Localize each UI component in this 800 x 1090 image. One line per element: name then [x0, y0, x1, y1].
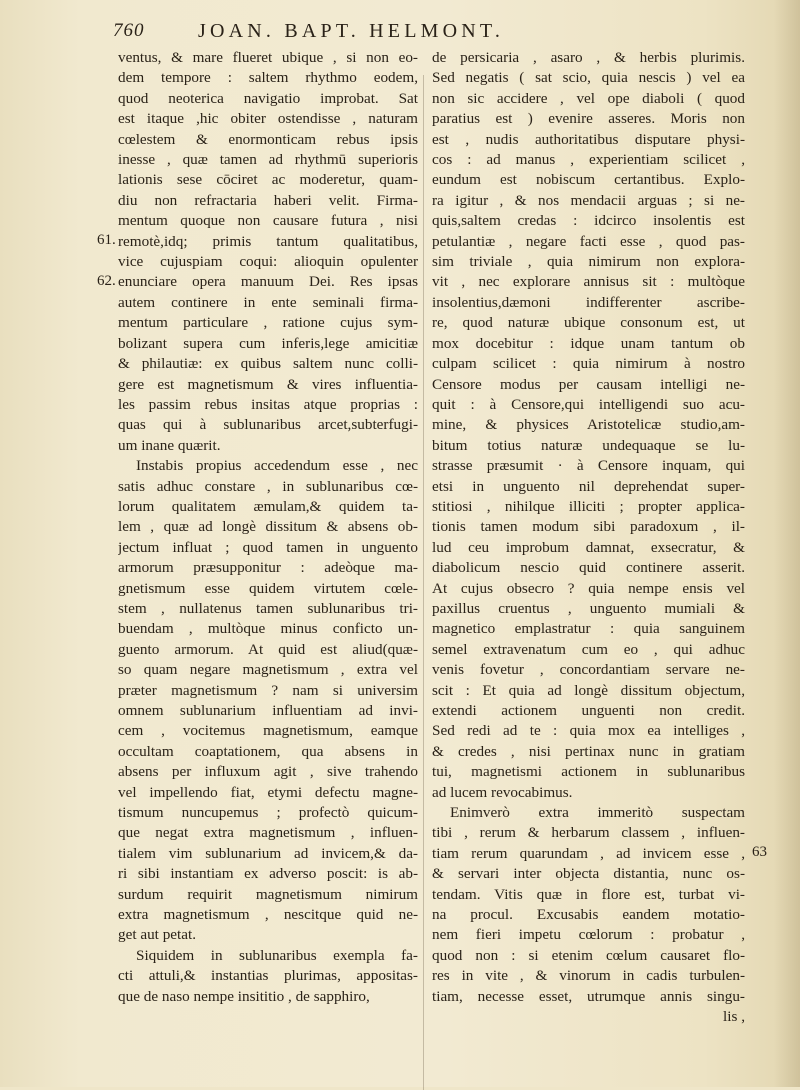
text-line: surdum requirit magnetismum nimirum [118, 885, 418, 903]
text-line: At cujus obsecro ? quia nempe ensis vel [432, 579, 745, 597]
text-line: buendam , multòque minus confictо un- [118, 620, 418, 638]
text-line: cos : ad manus , experientiam scilicet , [432, 151, 745, 169]
text-line: na procul. Excusabis eandem motatio- [432, 906, 745, 924]
text-line: ra igitur , & nos mendacii arguas ; si ne- [432, 191, 745, 209]
text-line: bolizant supera cum inferis,lege amicitiæ [118, 334, 418, 352]
text-line: les passim rebus insitas atque proprias : [118, 395, 418, 413]
text-line: Censore modus per causam intelligi ne- [432, 375, 745, 393]
page-edge-shadow [774, 0, 800, 1087]
text-line: & servari inter objecta distantia, nunc os- [432, 865, 745, 883]
text-line: etsi in unguento nil deprehendat super- [432, 477, 745, 495]
text-line: ri sibi instantiam ex adverso poscit: is ab- [118, 865, 418, 883]
text-line: diabolicum nescio quid continere asserit. [432, 559, 745, 577]
text-line: que negat extra magnetismum , influen- [118, 824, 418, 842]
text-line: culpam scilicet : quia nimirum à nostro [432, 355, 745, 373]
text-line: strasse præsumit · à Censore inquam, qui [432, 457, 745, 475]
text-line: mentum quoque non causare futura , nisi [118, 212, 418, 230]
text-line: lis , [723, 1008, 745, 1026]
text-line: tibi , rerum & herbarum classem , influen- [432, 824, 745, 842]
text-line: tendam. Vitis quæ in flore est, turbat vi- [432, 885, 745, 903]
text-line: lud ceu improbum damnat, exsecratur, & [432, 538, 745, 556]
text-line: cti attuli,& instantias plurimas, appositas- [118, 967, 418, 985]
text-line: & philautiæ: ex quibus saltem nunc colli- [118, 355, 418, 373]
text-line: ad lucem revocabimus. [432, 783, 573, 801]
text-line: non sic accidere , vel ope diaboli ( quod [432, 89, 745, 107]
text-line: mentum particulare , ratione cujus sym- [118, 314, 418, 332]
text-line: dem tempore : saltem rhythmo eodem, [118, 69, 418, 87]
text-line: scit : Et quia ad longè dissitum objectum, [432, 681, 745, 699]
text-line: Sed negatis ( sat scio, quia nescis ) vel ea [432, 69, 745, 87]
text-line: bitum totius naturæ undequaque se lu- [432, 436, 745, 454]
text-line: paxillus cruentus , unguento mumiali & [432, 599, 745, 617]
text-line: quas qui à sublunaribus arcet,subterfugi- [118, 416, 418, 434]
text-line: omnem sublunarium influentiam ad invi- [118, 702, 418, 719]
text-line: de persicaria , asaro , & herbis plurimis. [432, 49, 745, 66]
margin-note-62: 62. [97, 273, 116, 289]
text-line: diu non refractaria haberi velit. Firma- [118, 191, 418, 209]
text-line: cem , vocitemus magnetismum, eamque [118, 722, 418, 740]
text-line: jectum influat ; quod tamen in unguento [118, 538, 418, 556]
text-line: nem fieri impetu cœlorum : probatur , [432, 926, 745, 944]
text-line: gere est magnetismum & vires influentia- [118, 375, 418, 393]
text-line: magnetico emplastratur : quia sanguinem [432, 620, 745, 638]
text-line: vit , nec explorare annisus sit : multòque [432, 273, 745, 291]
text-line: tiam rerum quarundam , ad invicem esse , [432, 844, 745, 862]
text-line: get aut petat. [118, 926, 197, 944]
text-line: lem , quæ ad longè dissitum & absens ob- [118, 518, 418, 536]
text-line: Instabis propius accedendum esse , nec [136, 457, 418, 475]
text-line: semel extravenatum cum eo , qui adhuc [432, 640, 745, 658]
text-line: quod non : si etenim cœlum causaret flo- [432, 946, 745, 964]
page-number: 760 [113, 20, 145, 41]
text-line: stitiosi , nihilque illiciti ; propter applica- [432, 497, 745, 515]
text-line: paratius est ) evenire asseres. Moris non [432, 110, 745, 128]
left-text-column [118, 48, 418, 1007]
text-line: armorum præsupponitur : adeòque ma- [118, 559, 418, 577]
text-line: inesse , quæ tamen ad rhythmū superioris [118, 151, 418, 169]
text-line: autem continere in ente seminali firma- [118, 293, 418, 311]
running-title: JOAN. BAPT. HELMONT. [198, 20, 505, 42]
text-line: gnetismum esse quidem virtutem cœle- [118, 579, 418, 597]
text-line: enunciare opera manuum Dei. Res ipsas [118, 273, 418, 291]
text-line: que de naso nempe insititio , de sapphiro, [118, 987, 370, 1005]
text-line: absens per influxum agit , sive trahendo [118, 763, 418, 781]
text-line: res in vite , & vinorum in cadis turbulen- [432, 967, 745, 985]
text-line: extra magnetismum , nescitque quid ne- [118, 906, 418, 924]
text-line: lationis sese cōciret ac moderetur, quam- [118, 171, 418, 189]
text-line: occultam coaptationem, qua absens in [118, 742, 418, 760]
text-line: lorum qualitatem æmulam,& quidem ta- [118, 497, 418, 515]
text-line: cœlestem & enormonticam rebus ipsis [118, 130, 418, 148]
text-line: petulantiæ , negare facti esse , quod pas- [432, 232, 745, 250]
text-line: & credes , nisi pertinax nunc in gratiam [432, 742, 745, 760]
text-line: tiam, necesse esset, utrumque annis singu- [432, 987, 745, 1005]
text-line: vel impellendo fiat, etymi defectu magne- [118, 783, 418, 801]
text-line: ventus, & mare flueret ubique , si non eo- [118, 49, 418, 66]
text-line: est , nudis authoritatibus disputare physi- [432, 130, 745, 148]
text-line: tismum nuncupemus ; profectò quicum- [118, 804, 418, 822]
text-line: re, quod naturæ ubique consonum est, ut [432, 314, 745, 332]
text-line: insolentius,dæmoni indifferenter ascribe- [432, 293, 745, 311]
right-text-column [432, 48, 745, 1028]
text-line: quis,saltem credas : idcirco insolentis est [432, 212, 745, 230]
text-line: eundum est nobiscum certantibus. Explo- [432, 171, 745, 189]
text-line: guento armorum. At quid est aliud(quæ- [118, 640, 418, 658]
text-line: quit : à Censore,qui intelligendi suo acu- [432, 395, 745, 413]
text-line: tialem vim sublunarium ad invicem,& da- [118, 844, 418, 862]
text-line: satis adhuc constare , in sublunaribus cœ- [118, 477, 418, 495]
margin-note-63: 63 [752, 844, 767, 860]
text-line: sim triviale , quia nimirum non explora- [432, 253, 745, 271]
text-line: Siquidem in sublunaribus exempla fa- [136, 946, 418, 964]
text-line: venis fovetur , concordantiam servare ne- [432, 661, 745, 679]
text-line: stem , nullatenus tamen sublunaribus tri- [118, 599, 418, 617]
text-line: præter magnetismum ? nam si universim [118, 681, 418, 699]
text-line: est itaque ,hic obiter ostendisse , naturam [118, 110, 418, 128]
text-line: mox docebitur : idque unam tantum ob [432, 334, 745, 352]
text-line: so quam negare magnetismum , extra vel [118, 661, 418, 679]
text-line: tionis tamen modum sibi paradoxum , il- [432, 518, 745, 536]
margin-note-61: 61. [97, 232, 116, 248]
text-line: quod neoterica navigatio improbat. Sat [118, 89, 418, 107]
column-rule [423, 75, 424, 1090]
text-line: vice cujuspiam coqui: alioquin opulenter [118, 253, 418, 271]
text-line: extendi actionem unguenti non credit. [432, 702, 745, 719]
text-line: mine, & physices Aristotelicæ studio,am- [432, 416, 745, 434]
running-header [113, 18, 663, 50]
text-line: um inane quærit. [118, 436, 221, 454]
text-line: remotè,idq; primis tantum qualitatibus, [118, 232, 418, 250]
text-line: Sed redi ad te : quia mox ea intelliges , [432, 722, 745, 740]
text-line: tui, magnetismi actionem in sublunaribus [432, 763, 745, 781]
text-line: Enimverò extra immeritò suspectam [450, 804, 745, 822]
